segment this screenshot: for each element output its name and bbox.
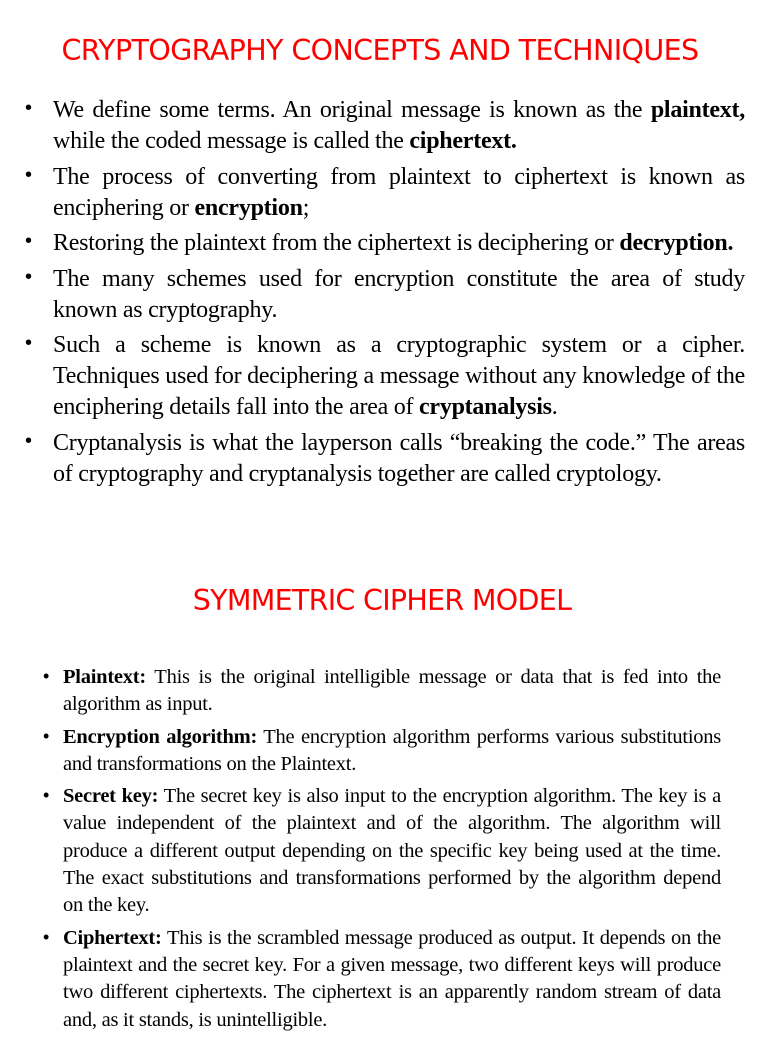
item-text: The secret key is also input to the encryption algorithm. The key is a value independent of the plaintext and of the algorithm. The algorithm will produce a different output depending on the specific key being used at the time. The exact substitutions and transformations performed by the algorithm depend on the key. [63,785,721,917]
item-term: Secret key: [63,785,159,808]
item-text: Such a scheme is known as a cryptographic system or a cipher. Techniques used for deciphering a message without any knowledge of the enciphering details fall into the area of [53,332,745,420]
item-bold-term: decryption. [619,230,734,256]
bullet-icon: • [25,163,32,186]
item-text: ; [302,194,310,221]
list-item [43,724,721,779]
item-bold-term: plaintext, [650,97,745,123]
list-item [25,95,745,157]
list-item [25,162,745,224]
item-term: Encryption algorithm: [63,725,258,748]
concepts-list [25,95,745,494]
cipher-model-list [43,664,721,1039]
item-text: The many schemes used for encryption constitute the area of study known as cryptography. [53,265,745,323]
item-text: while the coded message is called the [53,128,410,154]
bullet-icon: • [43,725,50,746]
bullet-icon: • [25,230,32,252]
bullet-icon: • [43,785,50,806]
item-text: The process of converting from plaintext to ciphertext is known as enciphering or [53,163,745,221]
item-text: Restoring the plaintext from the ciphertext is deciphering or [53,230,620,256]
item-term: Plaintext: [63,666,146,688]
list-item [25,228,745,259]
section-title: SYMMETRIC CIPHER MODEL [192,584,572,617]
list-item [25,264,745,326]
item-text: We define some terms. An original message is known as the [53,97,651,123]
bullet-icon: • [25,97,32,119]
bullet-icon: • [25,429,32,452]
item-text: The encryption algorithm performs various substitutions and transformations on the Plaintext. [63,725,721,775]
bullet-icon: • [43,666,50,686]
list-item [25,428,745,490]
list-item [43,925,721,1034]
item-bold-term: encryption [194,194,303,221]
item-bold-term: cryptanalysis [419,394,552,420]
item-text: Cryptanalysis is what the layperson calls “breaking the code.” The areas of cryptography and cryptanalysis together are called cryptology. [53,429,745,487]
bullet-icon: • [25,332,32,354]
item-text: . [551,394,558,420]
item-text: This is the original intelligible message or data that is fed into the algorithm as input. [63,666,721,716]
page-title: CRYPTOGRAPHY CONCEPTS AND TECHNIQUES [61,34,699,67]
list-item [43,783,721,919]
item-term: Ciphertext: [63,926,162,949]
item-text: This is the scrambled message produced as output. It depends on the plaintext and the secret key. For a given message, two different keys will produce two different ciphertexts. The ciphertext is an apparently random stream of data and, as it stands, is unintelligible. [63,926,721,1031]
item-bold-term: ciphertext. [409,128,517,154]
list-item [25,330,745,423]
list-item [43,664,721,719]
bullet-icon: • [25,265,32,288]
bullet-icon: • [43,926,50,947]
